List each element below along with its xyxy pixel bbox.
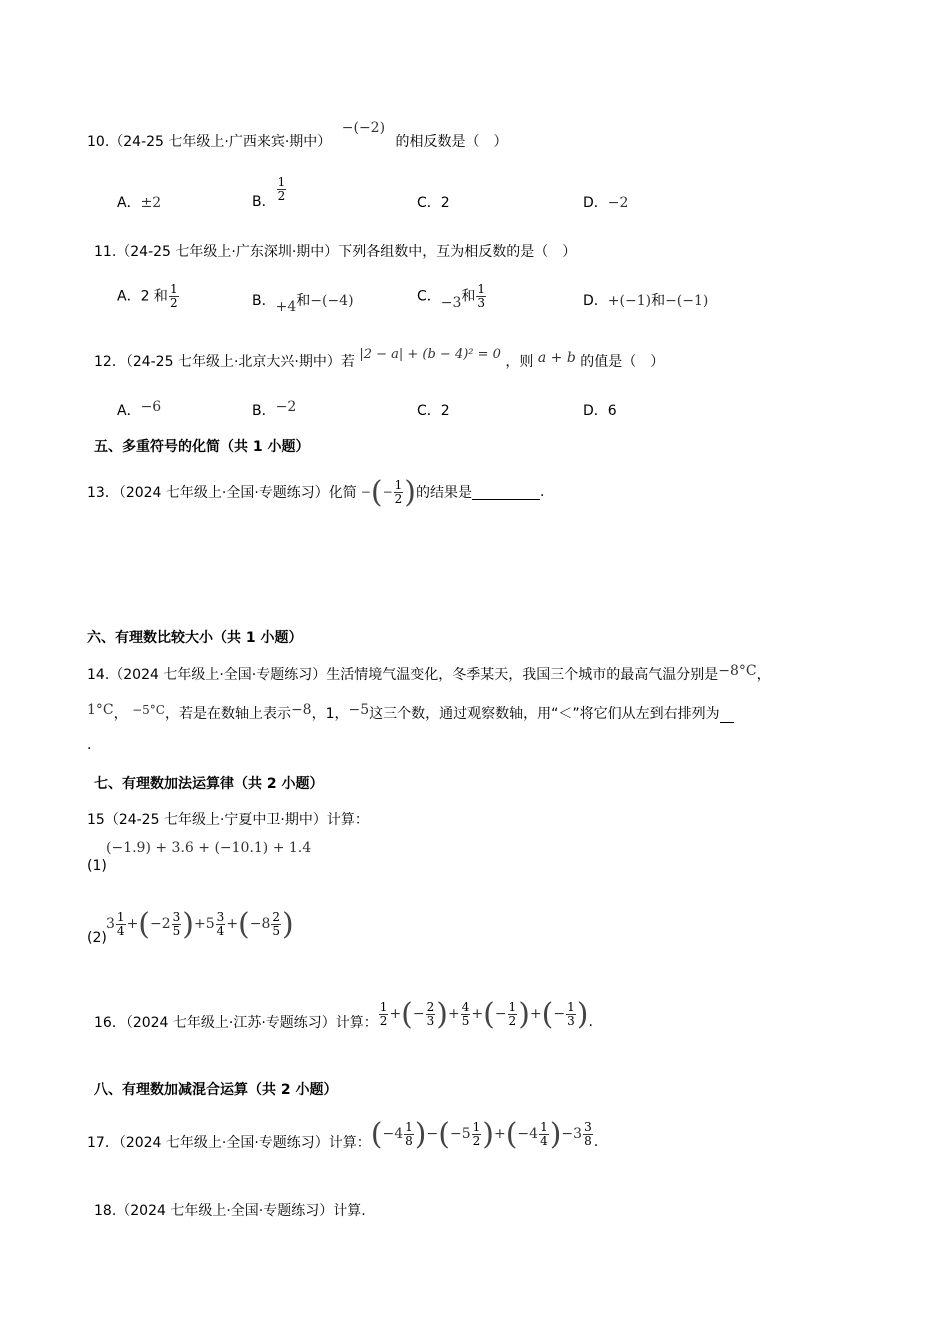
q13-answer-blank[interactable] xyxy=(472,485,540,500)
q15-stem: 15（24-25 七年级上·宁夏中卫·期中）计算： xyxy=(87,812,369,828)
q10-expr: −(−2) xyxy=(341,120,386,136)
q12-expr: |2 − a| + (b − 4)² = 0 xyxy=(359,347,501,362)
q12-option-d: D．6 xyxy=(583,403,617,419)
q12-line: 12．（24-25 七年级上·北京大兴·期中）若 |2 − a| + (b − 4)² = 0 ，则 a + b 的值是（ ） xyxy=(94,347,665,370)
q10-option-d: D．−2 xyxy=(583,195,629,211)
q16-line: 16．（2024 七年级上·江苏·专题练习）计算： $\frac{1}{2}$ + ( − $\frac{2}{3}$ ) + $\frac{4}{5}$ + ( − $\frac{1}{2}$ ) + ( − $\frac{1}{3}$ ) . xyxy=(94,996,593,1032)
q11-option-a: A．2 和 $\frac{1}{2}$ xyxy=(117,282,178,310)
q15-part2-label: (2) xyxy=(87,930,107,946)
q14-line1: 14.（2024 七年级上·全国·专题练习）生活情境气温变化，冬季某天，我国三个城市的最高气温分别是−8°C， xyxy=(87,663,771,683)
q12-option-c: C．2 xyxy=(417,403,450,419)
q15-part1-label: (1) xyxy=(87,858,107,874)
q14-temp1: −8°C xyxy=(718,663,757,679)
q18-stem: 18.（2024 七年级上·全国·专题练习）计算. xyxy=(94,1203,366,1219)
section-heading-5: 五、多重符号的化简（共 1 小题） xyxy=(94,439,310,455)
q10-prefix: 10.（24-25 七年级上·广西来宾·期中） xyxy=(87,134,332,150)
q11-option-b: B．+4和−(−4) xyxy=(252,293,354,315)
q10-option-a: A．±2 xyxy=(117,195,162,211)
q12-option-b: B．−2 xyxy=(252,399,297,419)
q14-end: . xyxy=(87,737,92,753)
q10-suffix: 的相反数是（ ） xyxy=(395,134,508,150)
q14-answer-blank[interactable] xyxy=(720,708,734,723)
section-heading-7: 七、有理数加法运算律（共 2 小题） xyxy=(94,776,324,792)
q12-option-a: A．−6 xyxy=(117,399,162,419)
q15-part2-expr: 3 $\frac{1}{4}$ + ( −2 $\frac{3}{5}$ ) + 5 $\frac{3}{4}$ + ( −8 $\frac{2}{5}$ ) xyxy=(106,906,294,942)
q11-option-d: D．+(−1)和−(−1) xyxy=(583,293,709,309)
q14-line2: 1°C， −5°C，若是在数轴上表示−8，1，−5这三个数，通过观察数轴，用“＜”将它们从左到右排列为 xyxy=(87,703,734,723)
q17-line: 17．（2024 七年级上·全国·专题练习）计算： ( −4 $\frac{1}{8}$ ) − ( −5 $\frac{1}{2}$ ) + ( −4 $\frac{1}{4}$ ) − 3 $\frac{3}{8}$ . xyxy=(87,1116,599,1152)
q13-line: 13．（2024 七年级上·全国·专题练习）化简 − ( − $\frac{1}{2}$ ) 的结果是 . xyxy=(87,474,545,510)
q10-line xyxy=(87,120,508,151)
q11-option-c: C．−3和 $\frac{1}{3}$ xyxy=(417,282,486,311)
q15-part1-expr: (−1.9) + 3.6 + (−10.1) + 1.4 xyxy=(106,840,312,856)
section-heading-6: 六、有理数比较大小（共 1 小题） xyxy=(87,630,303,646)
section-heading-8: 八、有理数加减混合运算（共 2 小题） xyxy=(94,1082,338,1098)
q11-stem: 11.（24-25 七年级上·广东深圳·期中）下列各组数中，互为相反数的是（ ） xyxy=(94,244,577,260)
q12-expr2: a + b xyxy=(537,350,576,366)
q10-option-b: B． $\frac{1}{2}$ xyxy=(252,175,286,210)
q10-option-c: C．2 xyxy=(417,195,450,211)
